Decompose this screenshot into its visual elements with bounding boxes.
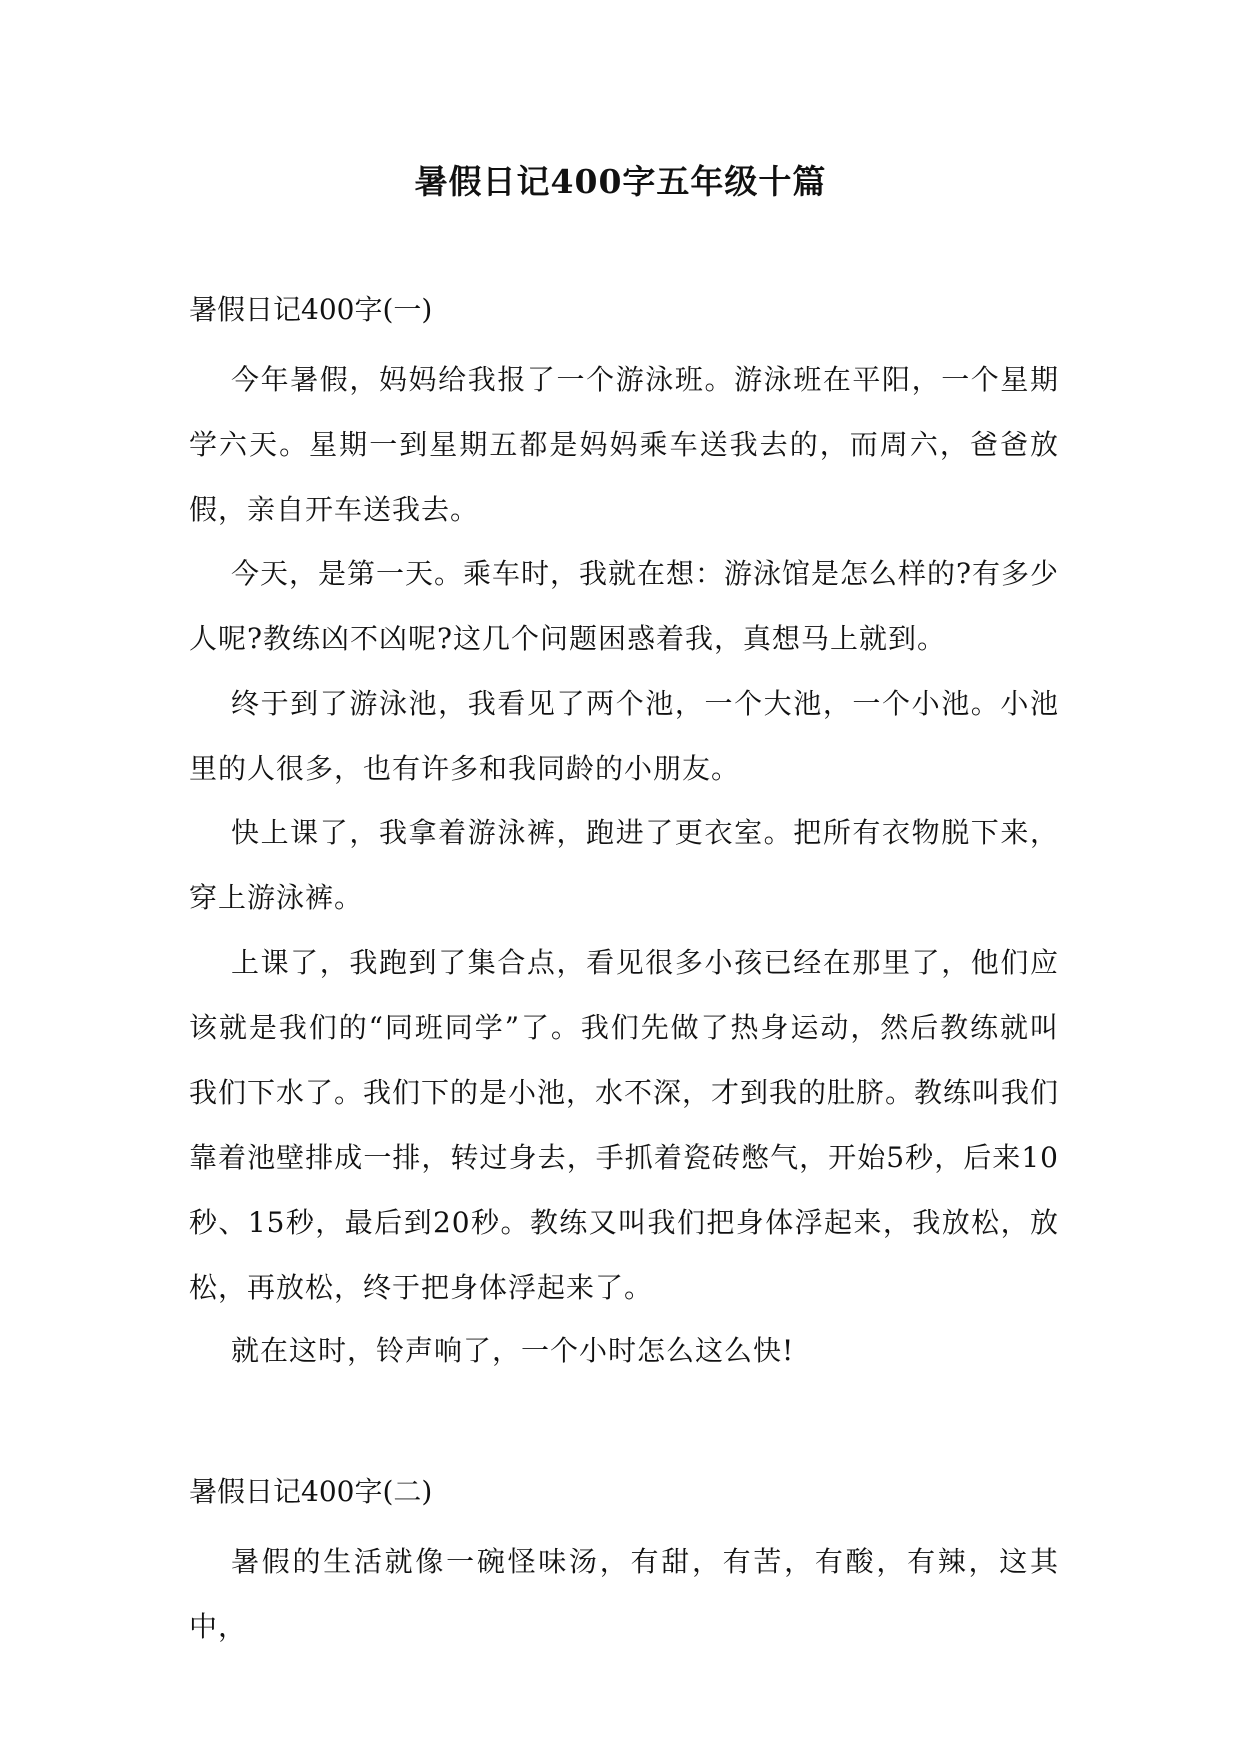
paragraph: 终于到了游泳池，我看见了两个池，一个大池，一个小池。小池里的人很多，也有许多和我同龄的小朋友。 — [189, 687, 1059, 785]
document-title: 暑假日记400字五年级十篇 — [414, 162, 827, 201]
paragraph: 快上课了，我拿着游泳裤，跑进了更衣室。把所有衣物脱下来，穿上游泳裤。 — [189, 816, 1059, 914]
paragraph: 今年暑假，妈妈给我报了一个游泳班。游泳班在平阳，一个星期学六天。星期一到星期五都是妈妈乘车送我去的，而周六，爸爸放假，亲自开车送我去。 — [189, 363, 1059, 526]
section-heading-2: 暑假日记400字(二) — [189, 1475, 433, 1508]
paragraph: 就在这时，铃声响了，一个小时怎么这么快! — [231, 1334, 795, 1367]
paragraph: 上课了，我跑到了集合点，看见很多小孩已经在那里了，他们应该就是我们的“同班同学”了。我们先做了热身运动，然后教练就叫我们下水了。我们下的是小池，水不深，才到我的肚脐。教练叫我们靠着池壁排成一排，转过身去，手抓着瓷砖憋气，开始5秒，后来10秒、15秒，最后到20秒。教练又叫我们把身体浮起来，我放松，放松，再放松，终于把身体浮起来了。 — [189, 946, 1060, 1304]
section-heading-1: 暑假日记400字(一) — [189, 293, 433, 326]
paragraph: 暑假的生活就像一碗怪味汤，有甜，有苦，有酸，有辣，这其中， — [189, 1545, 1059, 1643]
paragraph: 今天，是第一天。乘车时，我就在想：游泳馆是怎么样的?有多少人呢?教练凶不凶呢?这几个问题困惑着我，真想马上就到。 — [189, 557, 1060, 655]
